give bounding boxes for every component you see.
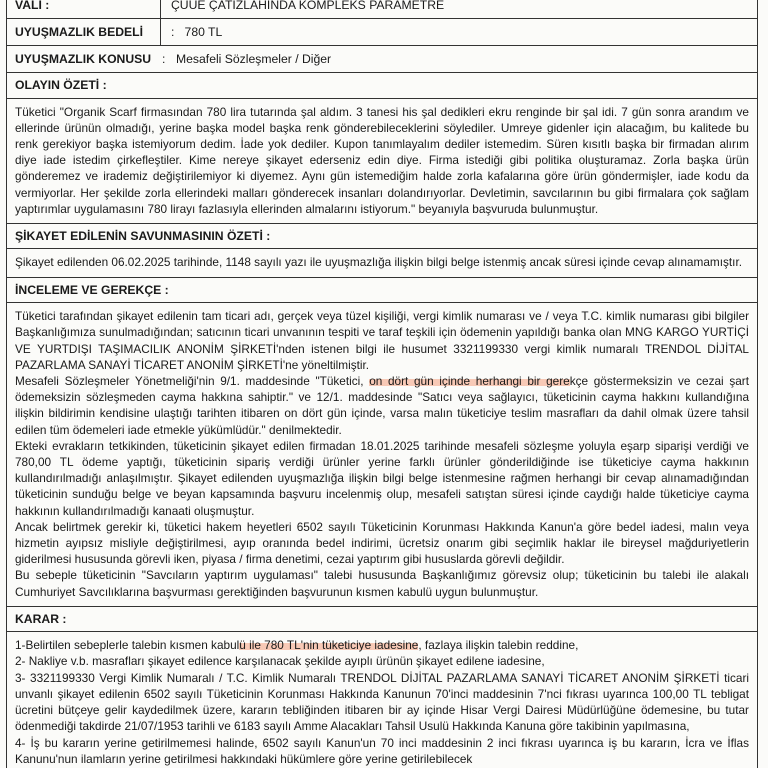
- decision-item-4: 4- İş bu kararın yerine getirilmemesi halinde, 6502 sayılı Kanun'un 70 inci maddesinin 2 inci fıkrası uyarınca iş bu kararın, İcra ve İflas Kanunu'nun ilamların yerine getirilmesi hakkındaki hükümlere göre yerine getirilebilecek: [15, 735, 749, 766]
- case-summary-text: Tüketici "Organik Scarf firmasından 780 lira tutarında şal aldım. 3 tanesi his şal dedikleri ekru renginde bir şal idi. 7 gün sonra arandım ve ellerinde ürünün olmadığı, yerine başka model başka renk gönderebileceklerini söylediler. Umreye gidenler için alacağım, bu kalitede bu renk gerekiyor başka istemiyorum dedim. İade yok dediler. Kupon tanımlayalım dediler istemedim. Süren kısıtlı başka bir firmadan alırım diye iade istedim çirkefleştiler. Kime nereye şikayet ederseniz edin diye. Firma istediği gibi politika oluşturamaz. Zorla başka ürün gönderemez ve irademiz değiştirilemiyor ki diyemez. Aynı gün istemediğim halde zorla kafalarına göre ürün göndermişler, iade kodu da vermiyorlar. Her şekilde zorla ellerindeki malları gönderecek insanları dolandırıyorlar. Devletimin, savcılarının bu gibi firmalara çok sağlam yaptırımlar uygulamasını 780 lirayı fazlasıyla ellerinden almalarını istiyorum." beyanıyla başvuruda bulunmuştur.: [15, 104, 749, 216]
- review-text-row: [7, 303, 757, 607]
- dispute-amount-row: [7, 19, 757, 46]
- review-paragraph-3: Ekteki evrakların tetkikinden, tüketicinin şikayet edilen firmadan 18.01.2025 tarihinde mesafeli sözleşme yoluyla eşarp siparişi verdiği ve 780,00 TL ödeme yaptığı, tüketicinin sipariş verdiği ürünler yerine farklı ürünler gönderildiğinde ise tüketiciye cayma hakkının kullandırılmadığı anlaşılmıştır. Şikayet edilenden uyuşmazlığa ilişkin bilgi belge istenmesine rağmen herhangi bir cevap alınamadığından tüketicinin sunduğu belge ve beyan kapsamında başvuru incelenmiş olup, mesafeli satıştan süresi içinde caydığı halde tüketiciye cayma hakkının kullandırılmadığı kanaati oluşmuştur.: [15, 438, 749, 518]
- decision-item-2: 2- Nakliye v.b. masrafları şikayet edilence karşılanacak şekilde ayıplı ürünün şikayet edilene iadesine,: [15, 654, 545, 669]
- review-paragraph-2-a: Mesafeli Sözleşmeler Yönetmeliği'nin 9/1. maddesinde "Tüketici,: [15, 373, 370, 388]
- cut-top-value: ÇUUE ÇATIZLAHINDA KOMPLEKS PARAMETRE: [171, 0, 445, 12]
- review-heading: İNCELEME VE GEREKÇE :: [15, 282, 169, 297]
- review-paragraph-2: [15, 373, 749, 438]
- decision-item-3: 3- 3321199330 Vergi Kimlik Numaralı / T.C. Kimlik Numaralı TRENDOL DİJİTAL PAZARLAMA SANAYİ TİCARET ANONİM ŞİRKETİ ticari unvanlı şikayet edilenin 6502 sayılı Tüketicinin Korunması Hakkında Kanunun 70'inci maddesinin 7'nci fıkrası uyarınca 100,00 TL tebligat ücretini bütçeye gelir kaydedilmek üzere, kararın tebliğinden itibaren bir ay içinde Hisar Vergi Dairesi Müdürlüğüne ödemesine, bu tutar ödenmediği takdirde 21/07/1953 tarihli ve 6183 sayılı Amme Alacakları Tahsil Usulü Hakkında Kanuna göre takibinin yapılmasına,: [15, 670, 749, 734]
- case-summary-heading-row: [7, 73, 757, 99]
- defense-summary-text-row: [7, 249, 757, 277]
- review-paragraph-2-b: kçe göstermeksizin ve cezai şart ödemeksizin sözleşmeden cayma hakkına sahiptir." ve 12/1. maddesinde "Satıcı veya sağlayıcı, tüketicinin cayma hakkını kullandığına ilişkin bildirimin kendisine ulaştığı tarihten itibaren on dört gün içinde, varsa malın tüketiciye teslim masrafları da dahil olmak üzere tahsil edilen tüm ödemeleri iade etmekle yükümlüdür." denilmektedir.: [15, 373, 749, 437]
- decision-item-1-b: , fazlaya ilişkin talebin reddine,: [418, 638, 579, 653]
- dispute-subject-value: Mesafeli Sözleşmeler / Diğer: [176, 51, 332, 66]
- review-paragraph-4: Ancak belirtmek gerekir ki, tüketici hakem heyetleri 6502 sayılı Tüketicinin Korunması Hakkında Kanun'a göre bedel iadesi, malın veya hizmetin ayıpsız misliyle değiştirilmesi, ayıp oranında bedel indirimi, ücretsiz onarım gibi seçimlik haklar ile bireysel mağduriyetlerin giderilmesi hususunda görevli iken, piyasa / firma denetimi, cezai yaptırım gibi hususlarda görevli değildir.: [15, 519, 749, 567]
- cut-top-label: VALI :: [15, 0, 50, 12]
- decision-item-1: [15, 637, 749, 653]
- case-summary-text-row: [7, 99, 757, 224]
- dispute-amount-label: UYUŞMAZLIK BEDELİ: [15, 24, 143, 39]
- defense-summary-text: Şikayet edilenden 06.02.2025 tarihinde, 1148 sayılı yazı ile uyuşmazlığa ilişkin bilgi belge istenmiş ancak süresi içinde cevap alınamamıştır.: [15, 255, 742, 270]
- dispute-subject-row: [7, 46, 757, 73]
- review-paragraph-1: Tüketici tarafından şikayet edilenin tam ticari adı, gerçek veya tüzel kişiliği, vergi kimlik numarası ve / veya T.C. kimlik numarası gibi bilgiler Başkanlığımıza sunulmadığından; satıcının ticari unvanının tespiti ve taraf teşkili için ödemenin yapıldığı banka olan MNG KARGO YURTİÇİ VE YURTDIŞI TAŞIMACILIK ANONİM ŞİRKETİ'nden istenen bilgi ile husumet 3321199330 vergi kimlik numaralı TRENDOL DİJİTAL PAZARLAMA SANAYİ TİCARET ANONİM ŞİRKETİ'ne yöneltilmiştir.: [15, 309, 749, 372]
- review-text: [7, 303, 757, 606]
- dispute-subject-label: UYUŞMAZLIK KONUSU: [15, 51, 152, 66]
- dispute-amount-value: : 780 TL: [171, 24, 223, 39]
- decision-highlight: ü ile 780 TL'nin tüketiciye iadesine: [239, 638, 419, 653]
- decision-form-table: [6, 0, 758, 768]
- defense-summary-heading: ŞİKAYET EDİLENİN SAVUNMASININ ÖZETİ :: [15, 228, 271, 243]
- review-heading-row: [7, 278, 757, 304]
- review-highlight-1: on dört gün içinde herhangi bir gere: [369, 373, 570, 388]
- decision-item-1-a: 1-Belirtilen sebeplerle talebin kısmen kabul: [15, 638, 240, 653]
- decision-text: [7, 632, 757, 768]
- decision-heading: KARAR :: [15, 611, 67, 626]
- cut-top-row: [7, 0, 757, 19]
- decision-heading-row: [7, 607, 757, 633]
- dispute-subject-colon: :: [162, 51, 166, 66]
- defense-summary-heading-row: [7, 224, 757, 250]
- decision-text-row: [7, 632, 757, 768]
- case-summary-heading: OLAYIN ÖZETİ :: [15, 78, 107, 92]
- review-paragraph-5: Bu sebeple tüketicinin "Savcıların yaptırım uygulaması" talebi hususunda Başkanlığımız görevsiz olup; tüketicinin bu talebi ile alakalı Cumhuriyet Savcılıklarına başvurması gerektiğinden başvurunun kısmen kabulü uygun bulunmuştur.: [15, 568, 749, 599]
